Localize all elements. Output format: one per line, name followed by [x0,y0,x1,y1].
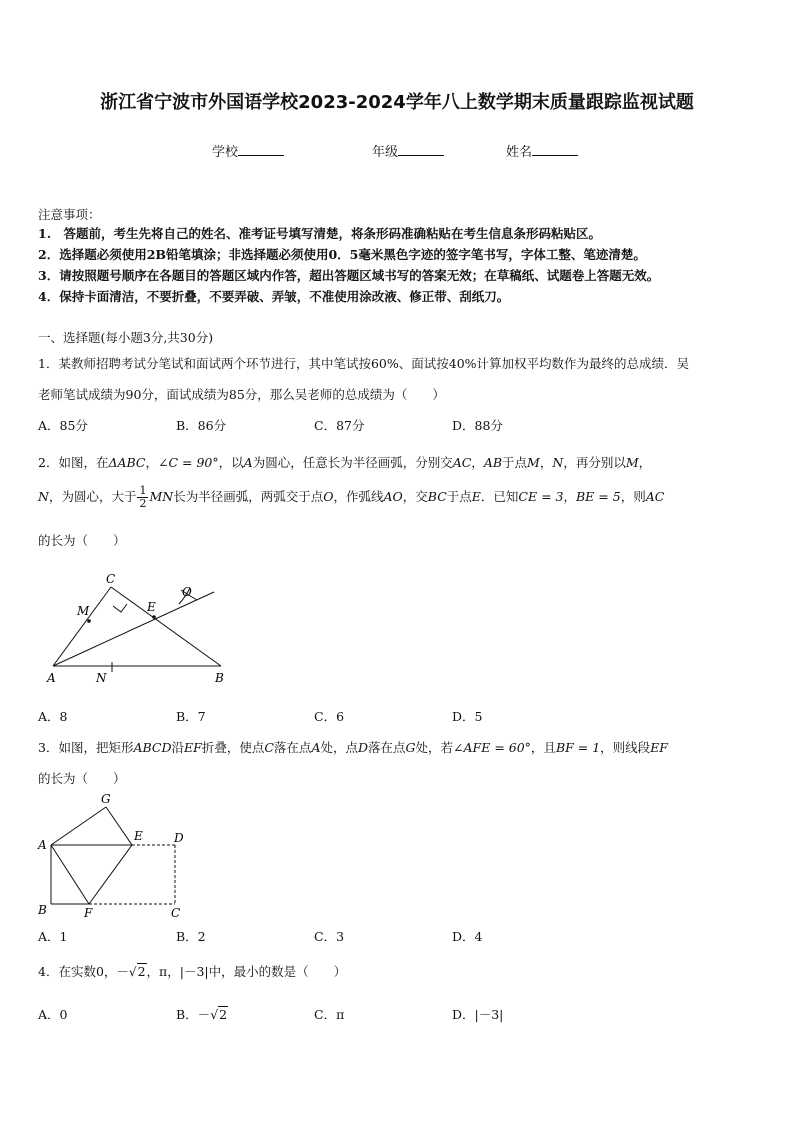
name-field[interactable] [506,141,578,160]
q3-option-c[interactable]: C．3 [314,929,345,944]
segment-ef [89,845,132,904]
q1-option-b[interactable]: B．86分 [176,418,227,433]
q4-option-b[interactable]: B．－√2 [176,1007,228,1022]
label-c: C [171,906,181,920]
q3-text-line2: 的长为（ ） [38,771,126,786]
label-b: B [215,671,224,685]
q2-text-line1: 2．如图，在ΔABC，∠C = 90°，以A为圆心，任意长为半径画弧，分别交AC，AB于点M，N，再分别以M， [38,455,652,470]
segment-ge [106,807,132,845]
segment-cb [111,587,221,666]
label-g: G [101,792,111,806]
notice-item: 2．选择题必须使用2B铅笔填涂；非选择题必须使用0．5毫米黑色字迹的签字笔书写，字体工整、笔迹清楚。 [38,247,646,262]
q4-option-a[interactable]: A．0 [38,1007,68,1022]
point-e [152,615,156,619]
q1-text-line1: 1．某教师招聘考试分笔试和面试两个环节进行，其中笔试按60%、面试按40%计算加权平均数作为最终的总成绩．吴 [38,356,690,371]
label-b: B [38,903,47,917]
notice-heading: 注意事项： [38,207,101,222]
fraction-one-half: $\frac{1}{2}$ [139,484,147,510]
q1-option-d[interactable]: D．88分 [452,418,503,433]
label-d: D [174,831,184,845]
q2-text-line2: N，为圆心，大于 $\frac{1}{2}$ MN长为半径画弧，两弧交于点O，作弧线AO，交BC于点E．已知CE = 3，BE = 5，则AC [38,484,665,510]
label-o: O [182,585,192,599]
label-a: A [47,671,56,685]
label-e: E [134,829,143,843]
segment-af [51,845,89,904]
label-e: E [147,600,156,614]
section-heading: 一、选择题(每小题3分,共30分) [38,330,214,345]
q3-option-d[interactable]: D．4 [452,929,483,944]
sqrt-sign: √ [210,1007,219,1022]
notice-item: 3．请按照题号顺序在各题目的答题区域内作答，超出答题区域书写的答案无效；在草稿纸、试题卷上答题无效。 [38,268,660,283]
q2-option-c[interactable]: C．6 [314,709,345,724]
right-angle-mark [113,604,127,612]
q3-option-a[interactable]: A．1 [38,929,68,944]
q3-option-b[interactable]: B．2 [176,929,206,944]
name-blank[interactable] [532,145,578,156]
school-label: 学校 [212,145,239,160]
grade-field[interactable] [372,141,444,160]
q1-option-a[interactable]: A．85分 [38,418,88,433]
segment-ag [51,807,106,845]
q4-option-c[interactable]: C．π [314,1007,345,1022]
notice-item: 1. 答题前，考生先将自己的姓名、准考证号填写清楚，将条形码准确粘贴在考生信息条形码粘贴区。 [38,226,602,241]
label-m: M [77,604,90,618]
q3-text-line1: 3．如图，把矩形ABCD沿EF折叠，使点C落在点A处，点D落在点G处，若∠AFE = 60°，且BF = 1，则线段EF [38,740,668,755]
label-f: F [84,906,93,920]
label-a: A [38,838,47,852]
q2-option-d[interactable]: D．5 [452,709,483,724]
q2-option-a[interactable]: A．8 [38,709,68,724]
segment-ac [53,587,111,666]
point-m [87,619,91,623]
q4-text: 4．在实数0，－√2，π，|－3|中，最小的数是（ ） [38,964,347,979]
q2-triangle-figure [40,570,230,690]
q2-text-line3: 的长为（ ） [38,533,126,548]
q1-text-line2: 老师笔试成绩为90分，面试成绩为85分，那么吴老师的总成绩为（ ） [38,387,445,402]
label-c: C [106,572,116,586]
name-label: 姓名 [506,145,533,160]
q1-option-c[interactable]: C．87分 [314,418,365,433]
page-title: 浙江省宁波市外国语学校2023-2024学年八上数学期末质量跟踪监视试题 [100,92,694,113]
sqrt-sign: √ [128,965,137,979]
school-blank[interactable] [238,145,284,156]
label-n: N [96,671,107,685]
q4-option-d[interactable]: D．|－3| [452,1007,504,1022]
school-field[interactable] [212,141,284,160]
q3-rectangle-figure [34,790,194,920]
grade-blank[interactable] [398,145,444,156]
notice-item: 4．保持卡面清洁，不要折叠，不要弄破、弄皱，不准使用涂改液、修正带、刮纸刀。 [38,289,510,304]
q2-option-b[interactable]: B．7 [176,709,206,724]
grade-label: 年级 [372,145,399,160]
